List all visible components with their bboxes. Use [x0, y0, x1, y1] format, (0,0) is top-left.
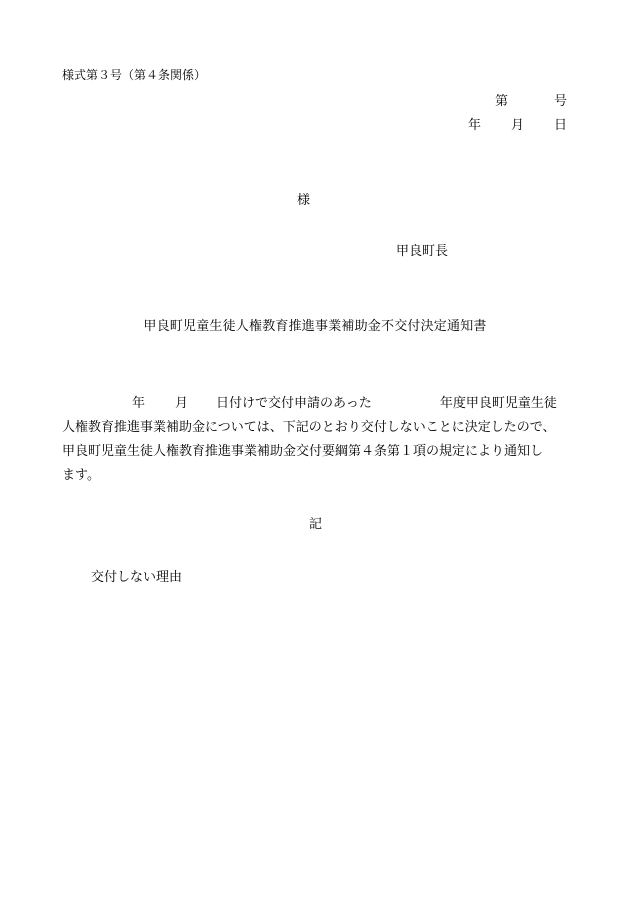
doc-number-suffix: 号 — [553, 94, 567, 109]
document-date — [468, 119, 567, 132]
issuer-name: 甲良町長 — [396, 244, 449, 259]
date-month: 月 — [510, 118, 524, 133]
form-number: 様式第３号（第４条関係） — [62, 68, 207, 82]
reason-label: 交付しない理由 — [91, 570, 183, 585]
body-text-b: 年度甲良町児童生徒 — [439, 396, 557, 411]
body-line-1 — [62, 392, 570, 416]
doc-number-prefix: 第 — [494, 94, 508, 109]
application-year: 年 — [132, 396, 146, 411]
body-line-3: 甲良町児童生徒人権教育推進事業補助金交付要綱第４条第１項の規定により通知し — [62, 444, 544, 459]
date-year: 年 — [467, 118, 481, 133]
application-month: 月 — [175, 396, 189, 411]
document-title: 甲良町児童生徒人権教育推進事業補助金不交付決定通知書 — [143, 319, 487, 334]
body-paragraph — [62, 392, 570, 488]
date-day: 日 — [553, 118, 567, 133]
document-number — [495, 95, 567, 108]
record-label: 記 — [309, 517, 323, 532]
body-line-2: 人権教育推進事業補助金については、下記のとおり交付しないことに決定したので、 — [62, 420, 556, 435]
addressee-honorific: 様 — [297, 193, 311, 208]
body-line-4: ます。 — [62, 468, 100, 483]
body-text-a: 日付けで交付申請のあった — [216, 396, 372, 411]
